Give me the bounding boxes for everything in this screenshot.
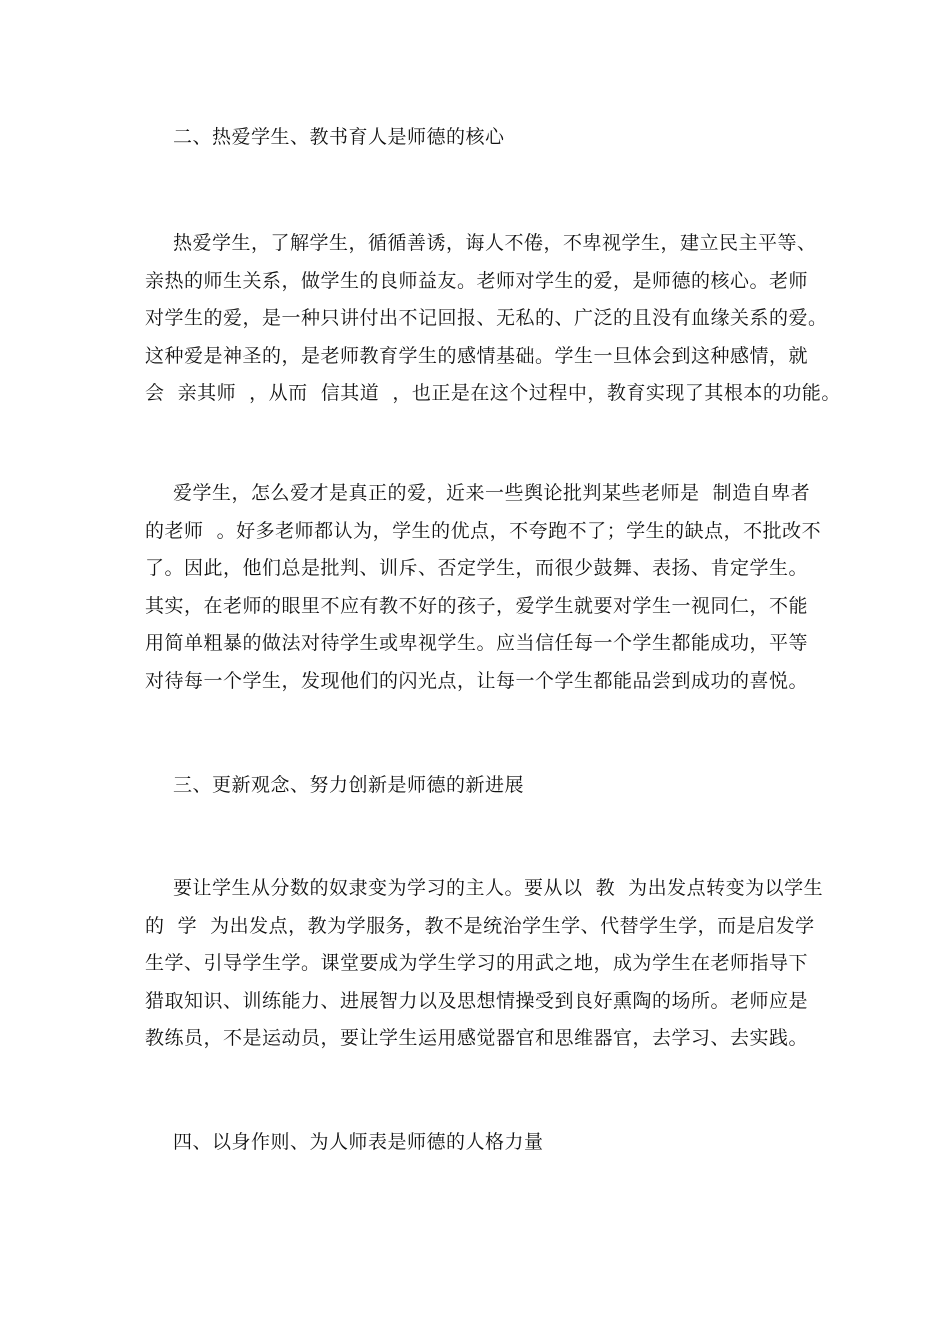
paragraph-line: 用简单粗暴的做法对待学生或卑视学生。应当信任每一个学生都能成功，平等 [145, 632, 809, 654]
section-3-heading: 三、更新观念、努力创新是师德的新进展 [173, 774, 525, 796]
paragraph-line: 其实，在老师的眼里不应有教不好的孩子，爱学生就要对学生一视同仁，不能 [145, 594, 809, 617]
paragraph-line: 生学、引导学生学。课堂要成为学生学习的用武之地，成为学生在老师指导下 [145, 952, 809, 974]
paragraph-line: 热爱学生，了解学生，循循善诱，诲人不倦，不卑视学生，建立民主平等、 [173, 232, 817, 254]
paragraph-line: 这种爱是神圣的，是老师教育学生的感情基础。学生一旦体会到这种感情，就 [145, 344, 809, 367]
paragraph-line: 猎取知识、训练能力、进展智力以及思想情操受到良好熏陶的场所。老师应是 [145, 989, 809, 1012]
section-2-heading: 二、热爱学生、教书育人是师德的核心 [173, 126, 505, 148]
paragraph-line: 对待每一个学生，发现他们的闪光点，让每一个学生都能品尝到成功的喜悦。 [145, 669, 809, 692]
paragraph-line: 要让学生从分数的奴隶变为学习的主人。要从以 教 为出发点转变为以学生 [173, 877, 824, 899]
paragraph-line: 的老师 。好多老师都认为，学生的优点，不夸跑不了；学生的缺点，不批改不 [145, 519, 822, 542]
paragraph-line: 的 学 为出发点，教为学服务，教不是统治学生学、代替学生学，而是启发学 [145, 914, 815, 937]
section-3-paragraph-1 [145, 870, 824, 1058]
section-2-paragraph-1 [145, 225, 841, 413]
paragraph-line: 会 亲其师 ，从而 信其道 ，也正是在这个过程中，教育实现了其根本的功能。 [145, 382, 841, 404]
paragraph-line: 教练员，不是运动员，要让学生运用感觉器官和思维器官，去学习、去实践。 [145, 1027, 809, 1049]
paragraph-line: 亲热的师生关系，做学生的良师益友。老师对学生的爱，是师德的核心。老师 [145, 269, 809, 292]
paragraph-line: 了。因此，他们总是批判、训斥、否定学生，而很少鼓舞、表扬、肯定学生。 [145, 557, 809, 579]
section-4-heading: 四、以身作则、为人师表是师德的人格力量 [173, 1131, 544, 1153]
paragraph-line: 对学生的爱，是一种只讲付出不记回报、无私的、广泛的且没有血缘关系的爱。 [145, 307, 828, 329]
paragraph-line: 爱学生，怎么爱才是真正的爱，近来一些舆论批判某些老师是 制造自卑者 [173, 482, 811, 504]
section-2-paragraph-2 [145, 475, 822, 700]
